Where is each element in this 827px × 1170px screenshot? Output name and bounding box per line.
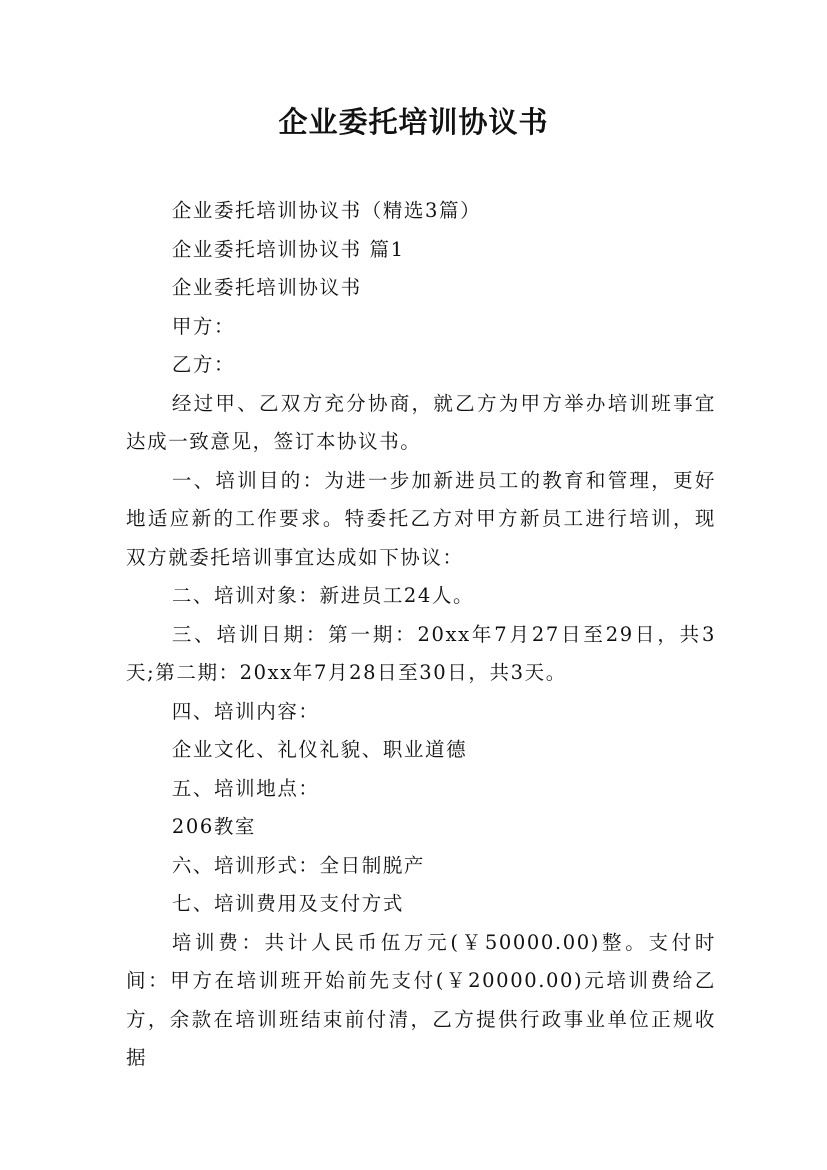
paragraph-clause-7-content: 培训费：共计人民币伍万元(￥50000.00)整。支付时间：甲方在培训班开始前先支付(￥20000.00)元培训费给乙方，余款在培训班结束前付清，乙方提供行政事业单位正规收据 (126, 930, 716, 1069)
paragraph-preamble: 经过甲、乙双方充分协商，就乙方为甲方举办培训班事宜达成一致意见，签订本协议书。 (126, 391, 716, 453)
paragraph-clause-4: 四、培训内容： (171, 699, 320, 723)
paragraph-clause-5: 五、培训地点： (171, 776, 320, 800)
document-body (126, 192, 716, 1078)
paragraph-clause-4-content: 企业文化、礼仪礼貌、职业道德 (171, 738, 468, 761)
paragraph-clause-7: 七、培训费用及支付方式 (171, 892, 404, 915)
paragraph-section-heading: 企业委托培训协议书 篇1 (171, 237, 405, 261)
paragraph-agreement-name: 企业委托培训协议书 (171, 276, 362, 299)
paragraph-party-b: 乙方： (171, 353, 236, 376)
paragraph-party-a: 甲方： (171, 314, 236, 338)
paragraph-subtitle: 企业委托培训协议书（精选3篇） (171, 199, 482, 222)
paragraph-clause-1: 一、培训目的：为进一步加新进员工的教育和管理，更好地适应新的工作要求。特委托乙方对甲方新员工进行培训，现双方就委托培训事宜达成如下协议： (126, 468, 716, 569)
paragraph-clause-3: 三、培训日期：第一期：20xx年7月27日至29日，共3天;第二期：20xx年7月28日至30日，共3天。 (126, 622, 716, 684)
document-title: 企业委托培训协议书 (278, 105, 549, 139)
paragraph-clause-5-content: 206教室 (171, 815, 257, 838)
paragraph-clause-2: 二、培训对象：新进员工24人。 (171, 584, 475, 607)
paragraph-clause-6: 六、培训形式：全日制脱产 (171, 853, 426, 877)
